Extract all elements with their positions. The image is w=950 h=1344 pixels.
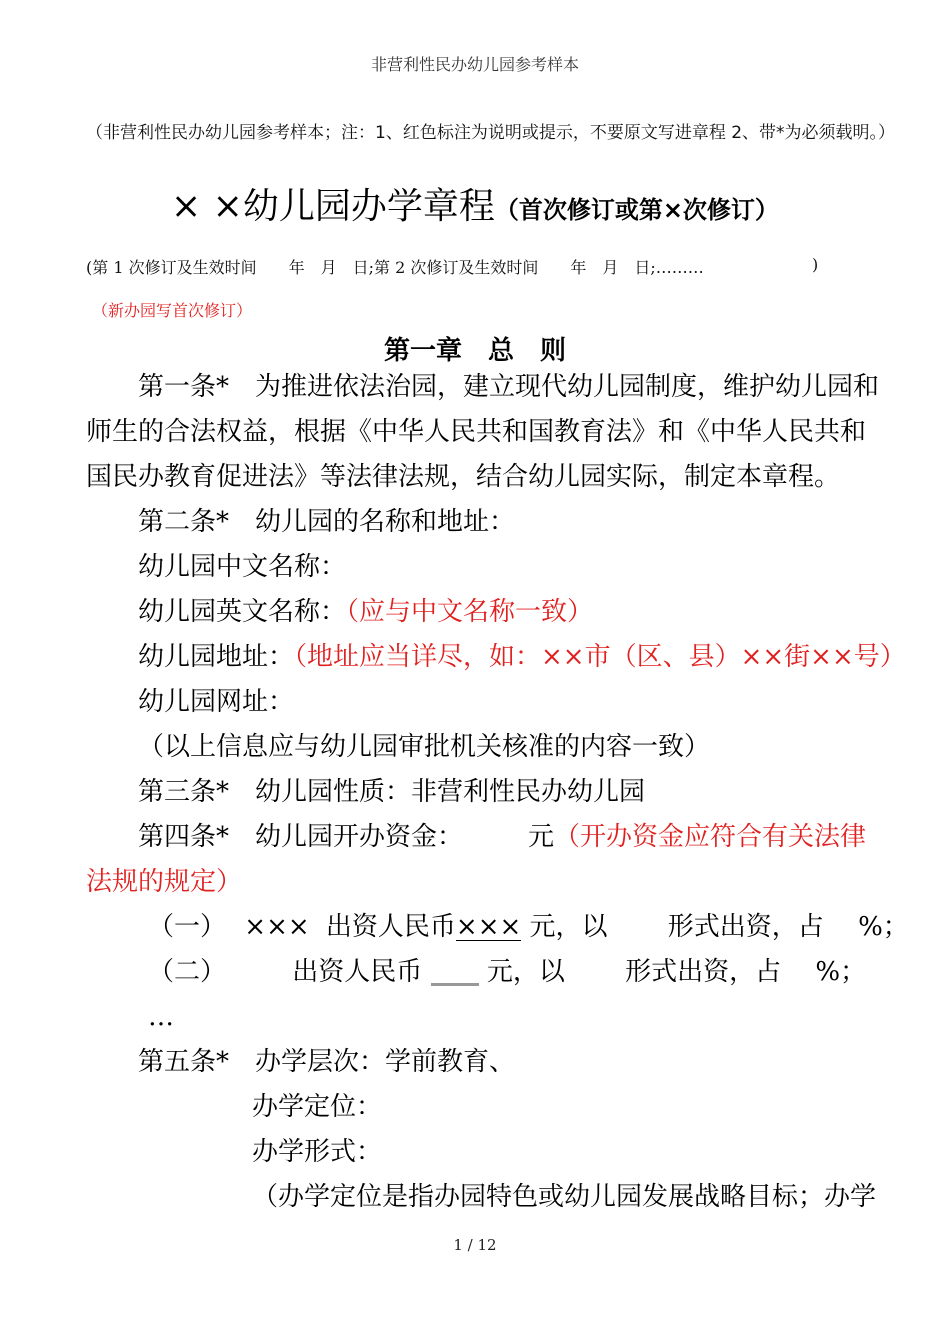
chapter-heading: 第一章 总 则 [383,336,566,366]
english-name-line [138,590,593,635]
revision-line [86,255,819,278]
revision-text: (第 1 次修订及生效时间 年 月 日;第 2 次修订及生效时间 年 月 日;……… [86,258,704,277]
fund-1-text-2: 元，以 形式出资，占 %； [529,912,909,942]
revision-end: ) [812,255,819,274]
info-note: （以上信息应与幼儿园审批机关核准的内容一致） [138,732,711,762]
fund-line-2 [148,950,866,995]
article-5-note: （办学定位是指办园特色或幼儿园发展战略目标；办学 [252,1182,877,1212]
fund-1-text: 出资人民币 [325,912,456,942]
english-name-label: 幼儿园英文名称： [138,597,347,627]
page-number: 1 / 12 [453,1236,497,1254]
template-note: （非营利性民办幼儿园参考样本；注：1、红色标注为说明或提示，不要原文写进章程 2、带*为必须载明。） [86,123,896,143]
ellipsis: … [148,1002,174,1032]
article-4-text: 第四条* 幼儿园开办资金： 元 [138,822,555,852]
fund-2-amount-blank [431,961,479,986]
fund-2-text-2: 元，以 形式出资，占 %； [486,957,867,987]
fund-2-text: 出资人民币 [292,957,423,987]
fund-1-label: （一） [148,912,227,942]
fund-line-1 [148,905,909,950]
fund-1-amount: ××× [455,912,522,942]
english-name-note: （应与中文名称一致） [346,597,594,627]
document-title [0,178,950,229]
article-5: 第五条* 办学层次：学前教育、 [138,1047,516,1077]
address-line [138,635,906,680]
article-3: 第三条* 幼儿园性质：非营利性民办幼儿园 [138,777,646,807]
chinese-name-line: 幼儿园中文名称： [138,552,347,582]
fund-1-contributor: ××× [244,912,310,942]
new-school-note: （新办园写首次修订） [92,301,253,320]
page-header: 非营利性民办幼儿园参考样本 [370,55,579,74]
positioning-line: 办学定位： [252,1092,383,1122]
title-subtitle: （首次修订或第×次修订） [494,196,779,224]
address-note: （地址应当详尽，如：××市（区、县）××街××号） [294,642,906,672]
article-1: 第一条* 为推进依法治园，建立现代幼儿园制度，维护幼儿园和师生的合法权益，根据《中华人民共和国教育法》和《中华人民共和国民办教育促进法》等法律法规，结合幼儿园实际，制定本章程。 [86,372,880,492]
address-label: 幼儿园地址： [138,642,295,672]
fund-2-label: （二） [148,957,227,987]
article-4-note: （开办资金应符合有关法律法规的规定） [86,822,867,897]
article-4 [86,815,886,905]
title-main: × ×幼儿园办学章程 [171,186,495,227]
form-line: 办学形式： [252,1137,383,1167]
website-line: 幼儿园网址： [138,687,295,717]
article-2: 第二条* 幼儿园的名称和地址： [138,507,516,537]
